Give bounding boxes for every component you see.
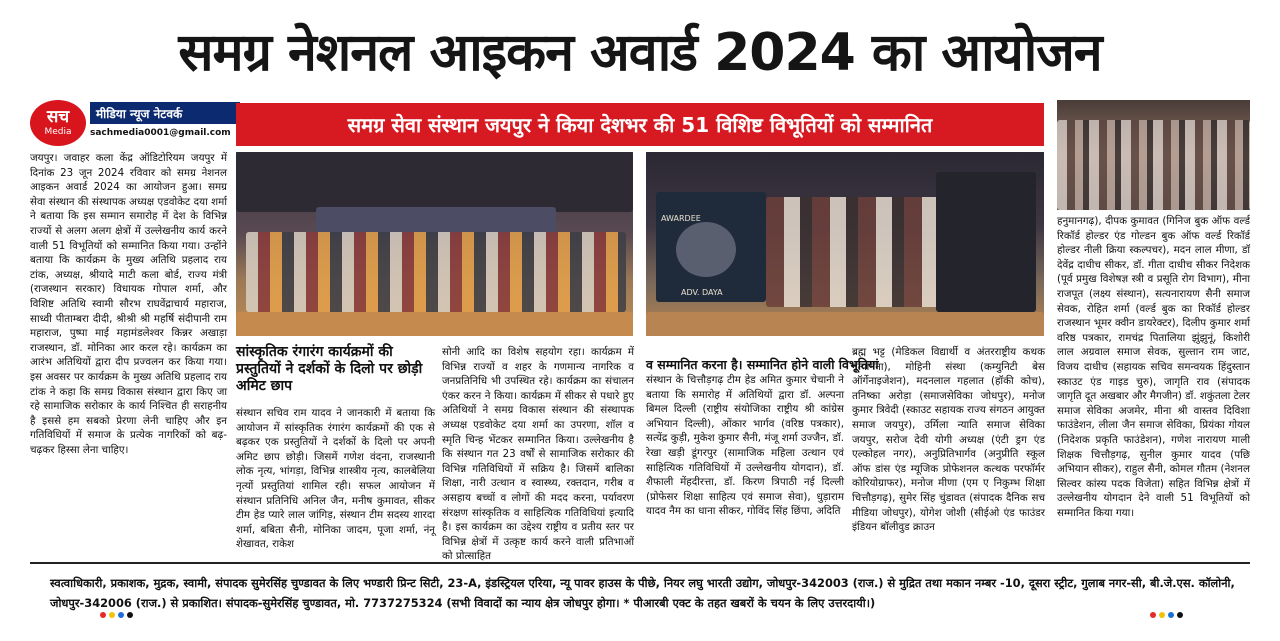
color-registration-marks-left	[100, 612, 133, 618]
article-column-1: जयपुर। जवाहर कला केंद्र ऑडिटोरियम जयपुर में दिनांक 23 जून 2024 रविवार को समग्र नेशनल आइकन अवार्ड 2024 का आयोजन हुआ। समग्र सेवा संस्थान की संस्थापक अध्यक्ष एडवोकेट दया शर्मा ने बताया कि इस सम्मान समारोह में देश के विभिन्न राज्यों से अलग अलग क्षेत्रों में उल्लेखनीय कार्य करने वाली 51 विभूतियों को सम्मानित किया गया। उन्होंने बताया कि कार्यक्रम के मुख्य अतिथि प्रहलाद राय टांक, अध्यक्ष, श्रीयादे माटी कला बोर्ड, राज्य मंत्री (राजस्थान सरकार) विधायक गोपाल शर्मा, और विशिष्ट अतिथि स्वामी सौरभ राघवेंद्राचार्य महाराज, साध्वी पीताम्बरा दीदी, श्रीश्री श्री महर्षि संदीपानी राम महाराज, पुष्पा माई महामंडलेश्वर किन्नर अखाड़ा राजस्थान, डॉ. मोनिका आर करल रहे। कार्यक्रम का आरंभ अतिथियों द्वारा दीप प्रज्वलन कर किया गया। इस अवसर पर कार्यक्रम के मुख्य अतिथि प्रहलाद राय टांक ने कहा कि समग्र विकास संस्थान द्वारा किए जा रहे सामाजिक सरोकार के कार्य निश्चित ही सराहनीय है इससे हम सबको प्रेरणा लेनी चाहिए और इन गतिविधियों में समाज के प्रत्येक नागरिकों को बढ़-चढ़कर हिस्सा लेना चाहिए।	[30, 152, 227, 456]
photo-caption-name: ADV. DAYA	[681, 288, 723, 297]
article-column-5: ब्रह्म भट्ट (मेडिकल विद्यार्थी व अंतरराष्ट्रीय कथक नृत्यांगना), मोहिनी संस्था (कम्युनिटी बेस ऑर्गेनाइजेशन), मदनलाल गहलात (हॉकी कोच), तनिष्का अरोड़ा (समाजसेविका जोधपुर), मनोज कुमार त्रिवेदी (स्काउट सहायक राज्य संगठन आयुक्त समाज जयपुर), उर्मिला न्याति समाज सेविका जयपुर, सरोज देवी योगी अध्यक्ष (एंटी ड्रग एंड एल्कोहल नगर), अनुप्रितिभार्गव (अनुप्रीति स्कूल ऑफ डांस एंड म्यूजिक प्रोफेशनल कत्थक परफॉर्मर कोरियोग्राफर), मनोज मीणा (एम ए निकुम्भ शिक्षा चित्तौड़गढ़), सुमेर सिंह चुंडावत (संपादक दैनिक सच मीडिया जोधपुर), योगेश जोशी (सीईओ एंड फाउंडर इंडियन बॉलीवुड क्राउन	[852, 346, 1045, 534]
photo-audience	[1057, 100, 1250, 210]
logo-email: sachmedia0001@gmail.com	[90, 128, 231, 138]
photo-caption-awardee: AWARDEE	[661, 214, 701, 223]
article-column-6: हनुमानगढ़), दीपक कुमावत (गिनिज बुक ऑफ वर्ल्ड रिकॉर्ड होल्डर एंड गोल्डन बुक ऑफ वर्ल्ड रिकॉर्ड होल्डर नीली क्रिया स्कल्पचर), मदन लाल मीणा, डॉ देवेंद्र दाधीच सीकर, डॉ. गीता दाधीच सीकर निदेशक (पूर्व प्रमुख विशेषज्ञ स्त्री व प्रसूति रोग विभाग), मीना राजपूत (लक्ष्य संस्थान), सत्यनारायण सैनी समाज सेवक, रोहित शर्मा (वर्ल्ड बुक का रिकॉर्ड होल्डर राजस्थान भूमर क्वीन डायरेक्टर), दिलीप कुमार शर्मा वरिष्ठ पत्रकार, रामचंद्र पितालिया झुंझुनूं, किशोरी लाल अग्रवाल समाज सेवक, सुल्तान राम जाट, विजय दाधीच (सहायक सचिव समन्वयक हिंदुस्तान स्काउट एंड गाइड चुरु), जागृति राव (संपादक जागृति दूत अखबार और मैगजीन) डॉ. शकुंतला टेलर समाज सेविका अजमेर, मीना श्री वास्तव दिविशा फाउंडेशन, लीला जैन समाज सेविका, प्रियंका गोयल (निदेशक प्रकृति फाउंडेशन), गणेश नारायण माली शिक्षक चित्तौड़गढ़, सुनील कुमार यादव (पछि अभियान सीकर), राहुल सैनी, कोमल गौतम (नेशनल सिल्वर कांस्य पदक विजेता) सहित विभिन्न क्षेत्रों में उल्लेखनीय योगदान देने वाली 51 विभूतियों को सम्मानित किया गया।	[1057, 215, 1250, 519]
logo-mark-sub: Media	[44, 127, 72, 137]
color-registration-marks-right	[1150, 612, 1183, 618]
footer-divider	[30, 562, 1250, 564]
logo-mark-text: सच	[46, 107, 70, 127]
subheading-honorees: व सम्मानित करना है। सम्मानित होने वाली विभूतियां	[646, 357, 879, 372]
photo-stage-group	[236, 152, 633, 336]
logo-mark	[30, 100, 86, 146]
publisher-logo	[30, 100, 230, 150]
subheading-cultural: सांस्कृतिक रंगारंग कार्यक्रमों की प्रस्तुतियों ने दर्शकों के दिलो पर छोड़ी अमिट छाप	[236, 344, 423, 394]
article-column-4: संस्थान के चित्तौड़गढ़ टीम हेड अमित कुमार चेचानी ने बताया कि समारोह में अतिथियों द्वारा डॉ. अल्पना बिमल दिल्ली (राष्ट्रीय संयोजिका राष्ट्रीय श्री कांग्रेस अभियान दिल्ली), ओंकार भार्गव (वरिष्ठ पत्रकार), सत्येंद्र कुड़ी, मुकेश कुमार सैनी, मंजू शर्मा उज्जैन, डॉ. रेखा खड़ी डूंगरपुर (सामाजिक महिला उत्थान एवं साहित्यिक गतिविधियों में उल्लेखनीय योगदान), डॉ. शैफाली मेंहदीरत्ता, डॉ. किरण त्रिपाठी नई दिल्ली (प्रोफेसर शिक्षा साहित्य एवं समाज सेवा), धुड़ाराम यादव नैम का धाना सीकर, गोविंद सिंह छिंपा, अदिति	[646, 374, 844, 518]
banner-subheadline: समग्र सेवा संस्थान जयपुर ने किया देशभर की 51 विशिष्ट विभूतियों को सम्मानित	[236, 103, 1044, 146]
article-column-2: संस्थान सचिव राम यादव ने जानकारी में बताया कि आयोजन में सांस्कृतिक रंगारंग कार्यक्रमों की एक से बढ़कर एक प्रस्तुतियों ने दर्शकों के दिलो पर अपनी अमिट छाप छोड़ी। जिसमें गणेश वंदना, राजस्थानी लोक नृत्य, भांगड़ा, विभिन्न शास्त्रीय नृत्य, कालबेलिया नृत्यों प्रस्तुतियां शामिल रही। सफल आयोजन में संस्थान प्रतिनिधि अनिल जैन, मनीष कुमावत, सीकर टीम हेड प्यारे लाल जांगिड़, संस्थान टीम सदस्य शारदा शर्मा, बबिता सैनी, मोनिका जादम, पूजा शर्मा, नंनू शेखावत, राकेश	[236, 407, 435, 551]
article-column-3: सोनी आदि का विशेष सहयोग रहा। कार्यक्रम में विभिन्न राज्यों व शहर के गणमान्य नागरिक व जनप्रतिनिधि भी उपस्थित रहे। कार्यक्रम का संचालन एंकर करन ने किया। कार्यक्रम में सीकर से पधारे हुए अतिथियों ने समग्र विकास संस्थान की संस्थापक अध्यक्ष एडवोकेट दया शर्मा का उपरणा, शॉल व स्मृति चिन्ह भेंटकर सम्मानित किया। उल्लेखनीय है कि संस्थान गत 23 वर्षों से सामाजिक सरोकार की विभिन्न गतिविधियों में सक्रिय है। जिसमें बालिका शिक्षा, नारी उत्थान व स्वास्थ्य, रक्तदान, गरीब व असहाय बच्चों व लोगों की मदद करना, पर्यावरण संरक्षण सांस्कृतिक व साहित्यिक गतिविधियां इत्यादि है। इस कार्यक्रम का उद्देश्य राष्ट्रीय व प्रतीय स्तर पर विभिन्न क्षेत्रों में उत्कृष्ट कार्य करने वाली प्रतिभाओं को प्रोत्साहित	[442, 346, 634, 563]
logo-name: मीडिया न्यूज नेटवर्क	[90, 102, 240, 124]
photo-award-presentation	[646, 152, 1044, 336]
imprint-footer: स्वत्वाधिकारी, प्रकाशक, मुद्रक, स्वामी, संपादक सुमेरसिंह चुण्डावत के लिए भण्डारी प्रिन्ट सिटी, 23-A, इंडस्ट्रियल एरिया, न्यू पावर हाउस के पीछे, नियर लघु भारती उद्योग, जोधपुर-342003 (राज.) से मुद्रित तथा मकान नम्बर -10, दूसरा स्ट्रीट, गुलाब नगर-सी, बी.जे.एस. कॉलोनी, जोधपुर-342006 (राज.) से प्रकाशित। संपादक-सुमेरसिंह चुण्डावत, मो. 7737275324 (सभी विवादों का न्याय क्षेत्र जोधपुर होगा। * पीआरबी एक्ट के तहत खबरों के चयन के लिए उत्तरदायी।)	[50, 576, 1235, 610]
headline: समग्र नेशनल आइकन अवार्ड 2024 का आयोजन	[178, 22, 1102, 83]
